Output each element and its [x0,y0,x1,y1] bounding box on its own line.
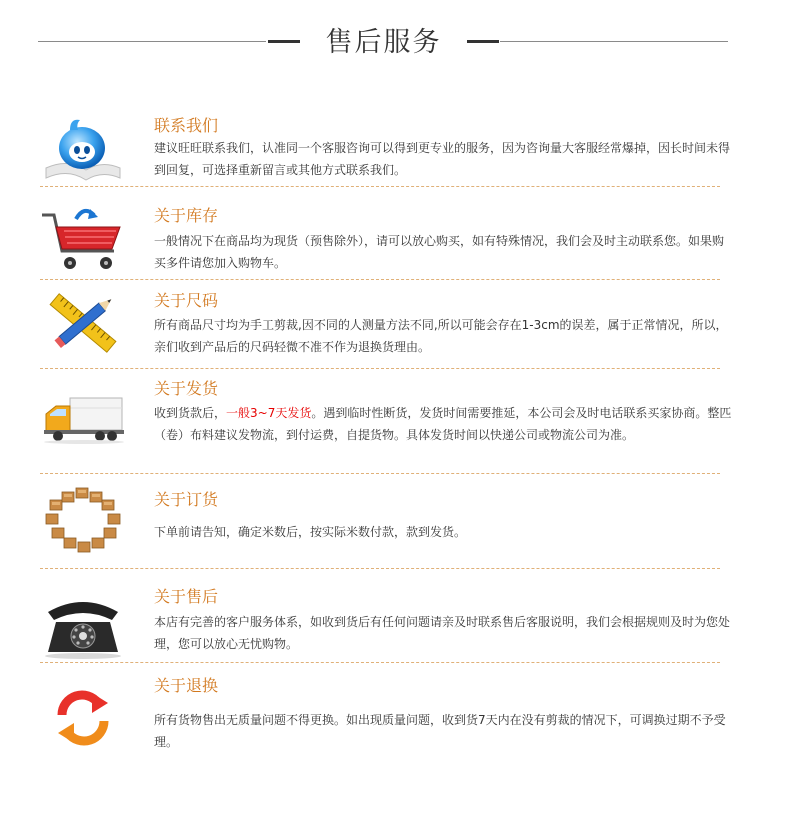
section-text: 建议旺旺联系我们，认准同一个客服咨询可以得到更专业的服务，因为咨询量大客服经常爆掉，因长时间未得到回复，可选择重新留言或其他方式联系我们。 [154,141,731,177]
section-title: 关于退换 [154,676,219,695]
section-title: 关于订货 [154,490,219,509]
page-title: 售后服务 [325,27,442,58]
section-text: 本店有完善的客户服务体系，如收到货后有任何问题请亲及时联系售后客服说明，我们会根据规则及时为您处理，您可以放心无忧购物。 [154,615,731,651]
section-text: 所有货物售出无质量问题不得更换。如出现质量问题，收到货7天内在没有剪裁的情况下，可调换过期不予受理。 [154,713,726,749]
shipping-time-highlight: 一般3~7天发货 [226,406,312,420]
wangwang-icon [40,112,126,184]
section-aftersales [0,584,790,664]
page-header [0,0,790,90]
header-line-right [500,41,728,42]
section-divider [40,368,720,369]
section-title: 关于售后 [154,587,219,606]
shipping-text-pre: 收到货款后， [154,406,227,420]
boxes-ring-icon [40,486,126,558]
section-returns [0,675,790,755]
ruler-pencil-icon [40,290,126,356]
section-title: 联系我们 [154,116,219,135]
section-divider [40,186,720,187]
section-shipping [0,376,790,474]
section-divider [40,473,720,474]
section-text [154,403,734,446]
refresh-arrows-icon [40,685,126,751]
shipping-text-post: 。遇到临时性断货，发货时间需要推延，本公司会及时电话联系买家协商。整匹（卷）布料建议发物流，到付运费，自提货物。具体发货时间以快递公司或物流公司为准。 [154,406,732,442]
section-text: 下单前请告知，确定米数后，按实际米数付款，款到发货。 [154,525,467,539]
section-title: 关于库存 [154,206,219,225]
header-bar-right [467,40,499,43]
section-ordering [0,486,790,568]
section-size [0,288,790,368]
section-title: 关于尺码 [154,291,219,310]
section-divider [40,279,720,280]
section-text: 一般情况下在商品均为现货（预售除外），请可以放心购买，如有特殊情况，我们会及时主动联系您。如果购买多件请您加入购物车。 [154,234,725,270]
section-stock [0,199,790,279]
section-contact [0,112,790,188]
delivery-truck-icon [40,394,126,444]
header-line-left [38,41,266,42]
section-title: 关于发货 [154,379,219,398]
section-divider [40,568,720,569]
section-divider [40,662,720,663]
shopping-cart-icon [40,205,126,275]
section-text: 所有商品尺寸均为手工剪裁,因不同的人测量方法不同,所以可能会存在1-3cm的误差，属于正常情况，所以，亲们收到产品后的尺码轻微不准不作为退换货理由。 [154,318,728,354]
header-bar-left [268,40,300,43]
telephone-icon [40,594,126,660]
